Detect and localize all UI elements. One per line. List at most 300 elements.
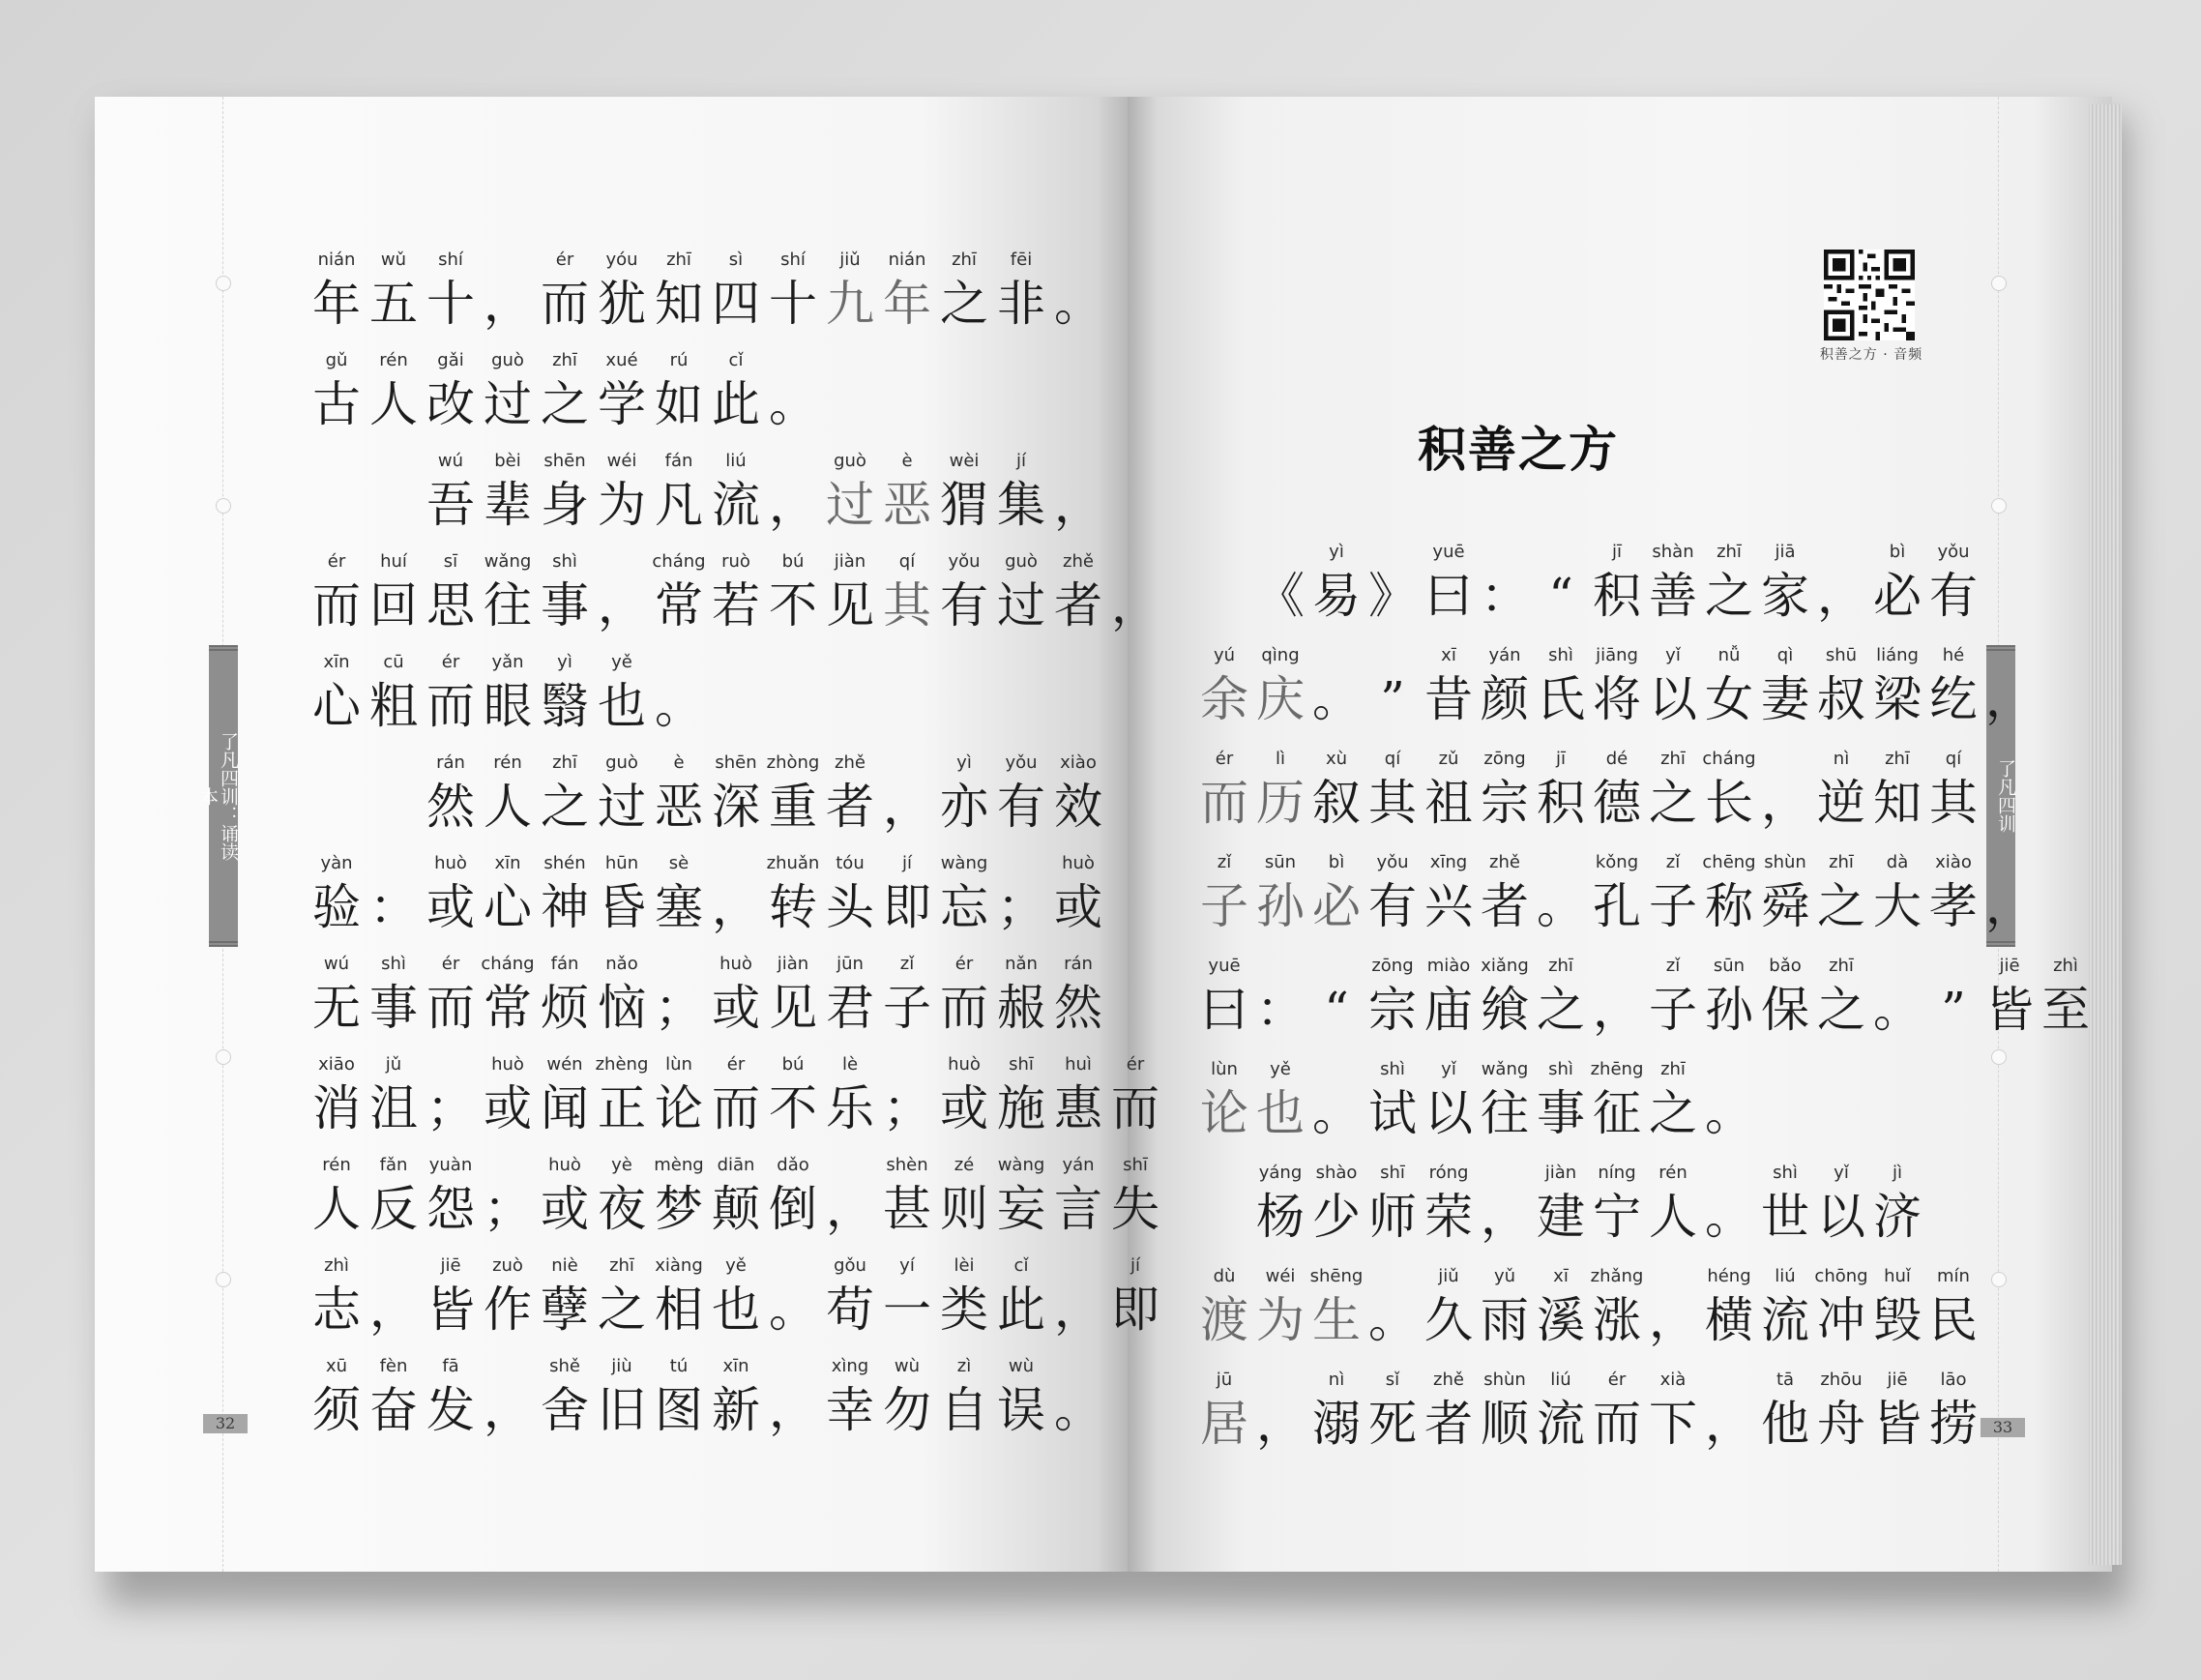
char-cell <box>1476 542 1534 634</box>
hanzi: 年 <box>312 276 361 332</box>
hanzi: 。 <box>1873 982 1922 1038</box>
hanzi: 非 <box>997 276 1045 332</box>
hanzi: ； <box>655 980 703 1036</box>
char-cell <box>707 350 765 443</box>
char-cell <box>1868 1163 1926 1255</box>
pinyin: shì <box>381 954 406 974</box>
hanzi: 无 <box>312 980 361 1036</box>
hanzi: 事 <box>369 980 418 1036</box>
pinyin: wàng <box>940 853 988 873</box>
pinyin: jiǔ <box>839 250 861 270</box>
binding-mark <box>1991 276 2007 291</box>
char-cell <box>707 1356 765 1449</box>
pinyin: fán <box>664 451 693 471</box>
hanzi: 而 <box>312 577 361 634</box>
hanzi: 消 <box>312 1080 361 1136</box>
hanzi: 宗 <box>1368 982 1417 1038</box>
page-edges <box>2089 104 2122 1565</box>
pinyin: zhě <box>1063 551 1094 572</box>
hanzi: 发 <box>426 1382 475 1438</box>
pinyin: wàng <box>997 1155 1045 1175</box>
binding-mark <box>216 276 231 291</box>
hanzi: 积 <box>1593 568 1641 624</box>
hanzi: 重 <box>769 779 817 835</box>
hanzi: 恶 <box>883 477 931 533</box>
hanzi: 或 <box>426 879 475 935</box>
hanzi: 试 <box>1368 1085 1417 1141</box>
pinyin: jí <box>901 853 912 873</box>
pinyin: shén <box>543 853 586 873</box>
char-cell <box>365 1054 423 1147</box>
pinyin: sè <box>668 853 690 873</box>
hanzi: 古 <box>312 376 361 432</box>
char-cell <box>1924 1266 1982 1359</box>
pinyin: qí <box>1945 749 1962 769</box>
pinyin: jū <box>1216 1370 1233 1390</box>
text-line <box>308 250 1220 342</box>
hanzi: 叙 <box>1312 775 1361 831</box>
hanzi: 而 <box>426 678 475 734</box>
binding-mark <box>216 498 231 514</box>
hanzi: 少 <box>1312 1189 1361 1245</box>
char-cell <box>821 752 879 845</box>
hanzi: 也 <box>712 1282 760 1338</box>
hanzi: ， <box>1481 1189 1529 1245</box>
hanzi: 庙 <box>1424 982 1473 1038</box>
text-line <box>308 1054 1220 1147</box>
pinyin: xī <box>1553 1266 1569 1286</box>
pinyin: huò <box>491 1054 524 1075</box>
pinyin: yǐ <box>1441 1059 1456 1079</box>
pinyin: zhī <box>1660 1059 1686 1079</box>
pinyin: yì <box>557 652 572 672</box>
hanzi: 杨 <box>1256 1189 1305 1245</box>
pinyin: zǐ <box>899 954 915 974</box>
text-line <box>308 1155 1220 1248</box>
char-cell <box>992 451 1050 544</box>
hanzi: 也 <box>598 678 646 734</box>
char-cell <box>1420 1163 1478 1255</box>
hanzi: 也 <box>1256 1085 1305 1141</box>
hanzi: ， <box>1054 477 1102 533</box>
hanzi: 吾 <box>426 477 475 533</box>
hanzi: 。 <box>1312 1085 1361 1141</box>
char-cell <box>764 350 822 443</box>
pinyin: shēn <box>715 752 757 773</box>
pinyin: nǚ <box>1717 645 1741 665</box>
hanzi: 余 <box>1200 671 1248 727</box>
hanzi: 或 <box>541 1181 589 1237</box>
hanzi: 颜 <box>1481 671 1529 727</box>
hanzi: 孝 <box>1929 878 1978 934</box>
hanzi: 身 <box>541 477 589 533</box>
pinyin: xiàng <box>655 1255 703 1276</box>
hanzi: 妻 <box>1761 671 1809 727</box>
pinyin: wèi <box>949 451 980 471</box>
hanzi: 积 <box>1537 775 1585 831</box>
pinyin: bǎo <box>1769 956 1802 976</box>
pinyin: ér <box>441 652 460 672</box>
pinyin: zhì <box>324 1255 349 1276</box>
hanzi: 飨 <box>1481 982 1529 1038</box>
hanzi: 四 <box>712 276 760 332</box>
pinyin: wù <box>1008 1356 1035 1376</box>
hanzi: 或 <box>484 1080 532 1136</box>
hanzi: 孽 <box>541 1282 589 1338</box>
hanzi: 往 <box>484 577 532 634</box>
hanzi: 则 <box>940 1181 988 1237</box>
hanzi: 子 <box>1200 878 1248 934</box>
char-cell <box>1049 551 1107 644</box>
left-page-number: 32 <box>203 1414 248 1433</box>
hanzi: 过 <box>997 577 1045 634</box>
pinyin: cháng <box>1702 749 1756 769</box>
hanzi: 甚 <box>883 1181 931 1237</box>
hanzi: 大 <box>1873 878 1922 934</box>
hanzi: 以 <box>1424 1085 1473 1141</box>
pinyin: jí <box>1015 451 1026 471</box>
pinyin: wǎng <box>484 551 532 572</box>
hanzi: 舟 <box>1817 1396 1865 1452</box>
hanzi: 。 <box>1705 1189 1753 1245</box>
pinyin: zǐ <box>1665 956 1681 976</box>
pinyin: lāo <box>1940 1370 1967 1390</box>
hanzi: ； <box>883 1080 931 1136</box>
char-cell <box>1049 451 1107 544</box>
pinyin: shēng <box>1309 1266 1364 1286</box>
hanzi: 图 <box>655 1382 703 1438</box>
hanzi: 叔 <box>1817 671 1865 727</box>
hanzi: 改 <box>426 376 475 432</box>
pinyin: shàn <box>1652 542 1694 562</box>
hanzi: 世 <box>1761 1189 1809 1245</box>
hanzi: 其 <box>1929 775 1978 831</box>
pinyin: sì <box>728 250 744 270</box>
char-cell <box>536 551 594 644</box>
pinyin: yán <box>1062 1155 1095 1175</box>
qr-code-icon[interactable] <box>1824 250 1915 340</box>
hanzi: 子 <box>1649 982 1697 1038</box>
pinyin: zhǎng <box>1590 1266 1644 1286</box>
hanzi: 皆 <box>1985 982 2034 1038</box>
pinyin: tú <box>669 1356 689 1376</box>
hanzi: 师 <box>1368 1189 1417 1245</box>
hanzi: 长 <box>1705 775 1753 831</box>
pinyin: yàn <box>320 853 353 873</box>
pinyin: cū <box>383 652 404 672</box>
char-cell <box>422 250 480 342</box>
text-line <box>1195 956 2093 1048</box>
qr-caption: 积善之方 · 音频 <box>1819 347 1923 363</box>
hanzi: 昔 <box>1424 671 1473 727</box>
hanzi: 不 <box>769 577 817 634</box>
hanzi: ， <box>484 1382 532 1438</box>
hanzi: 回 <box>369 577 418 634</box>
hanzi: 生 <box>1312 1292 1361 1348</box>
pinyin: rén <box>322 1155 351 1175</box>
hanzi: 正 <box>598 1080 646 1136</box>
pinyin: ér <box>555 250 574 270</box>
hanzi: 即 <box>883 879 931 935</box>
hanzi: 有 <box>1929 568 1978 624</box>
hanzi: 猬 <box>940 477 988 533</box>
text-line <box>308 451 1220 544</box>
pinyin: xiāo <box>318 1054 355 1075</box>
pinyin: shí <box>780 250 806 270</box>
hanzi: 幸 <box>826 1382 874 1438</box>
hanzi: 翳 <box>541 678 589 734</box>
pinyin: huì <box>1065 1054 1092 1075</box>
pinyin: rán <box>1064 954 1093 974</box>
text-line <box>308 350 1220 443</box>
hanzi: ” <box>1380 671 1405 727</box>
hanzi: ， <box>369 1282 418 1338</box>
pinyin: zōng <box>1371 956 1414 976</box>
char-cell <box>1644 1059 1702 1152</box>
hanzi: 反 <box>369 1181 418 1237</box>
hanzi: 《 <box>1256 568 1305 624</box>
hanzi: 孙 <box>1256 878 1305 934</box>
pinyin: gǒu <box>834 1255 866 1276</box>
left-side-tab <box>197 645 239 947</box>
pinyin: yǒu <box>948 551 981 572</box>
pinyin: wú <box>437 451 464 471</box>
hanzi: 善 <box>1649 568 1697 624</box>
hanzi: 亦 <box>940 779 988 835</box>
char-cell <box>1700 749 1758 841</box>
pinyin: yú <box>1213 645 1236 665</box>
hanzi: 然 <box>426 779 475 835</box>
pinyin: lèi <box>954 1255 975 1276</box>
hanzi: 即 <box>1111 1282 1159 1338</box>
pinyin: lè <box>841 1054 859 1075</box>
pinyin: huò <box>719 954 752 974</box>
hanzi: 而 <box>1111 1080 1159 1136</box>
hanzi: 恼 <box>598 980 646 1036</box>
hanzi: 作 <box>484 1282 532 1338</box>
hanzi: 梁 <box>1873 671 1922 727</box>
pinyin: wén <box>546 1054 583 1075</box>
pinyin: shī <box>1123 1155 1148 1175</box>
char-cell <box>308 1255 366 1348</box>
hanzi: 其 <box>883 577 931 634</box>
char-cell <box>308 853 366 946</box>
hanzi: 之 <box>1817 878 1865 934</box>
hanzi: 捞 <box>1929 1396 1978 1452</box>
pinyin: zhī <box>952 250 977 270</box>
hanzi: 集 <box>997 477 1045 533</box>
hanzi: ， <box>1111 577 1159 634</box>
pinyin: zhě <box>1433 1370 1464 1390</box>
hanzi: 头 <box>826 879 874 935</box>
hanzi: 类 <box>940 1282 988 1338</box>
pinyin: zōng <box>1483 749 1526 769</box>
hanzi: 心 <box>312 678 361 734</box>
text-line <box>308 954 1220 1046</box>
hanzi: 者 <box>826 779 874 835</box>
pinyin: zuò <box>492 1255 523 1276</box>
pinyin: shì <box>1548 645 1573 665</box>
hanzi: 梦 <box>655 1181 703 1237</box>
pinyin: zhòng <box>766 752 820 773</box>
pinyin: liú <box>725 451 747 471</box>
pinyin: zé <box>954 1155 975 1175</box>
text-line <box>308 752 1220 845</box>
pinyin: zhī <box>1829 956 1854 976</box>
hanzi: 而 <box>1593 1396 1641 1452</box>
hanzi: 事 <box>1537 1085 1585 1141</box>
hanzi: 论 <box>1200 1085 1248 1141</box>
hanzi: 舍 <box>541 1382 589 1438</box>
pinyin: shī <box>1009 1054 1034 1075</box>
hanzi: 济 <box>1873 1189 1922 1245</box>
pinyin: liú <box>1775 1266 1796 1286</box>
hanzi: 思 <box>426 577 475 634</box>
pinyin: yǐ <box>1834 1163 1849 1183</box>
hanzi: 此 <box>712 376 760 432</box>
hanzi: 之 <box>940 276 988 332</box>
hanzi: ， <box>712 879 760 935</box>
pinyin: fán <box>550 954 579 974</box>
pinyin: jiē <box>440 1255 461 1276</box>
char-cell <box>821 1054 879 1147</box>
pinyin: bú <box>781 1054 805 1075</box>
pinyin: xīn <box>323 652 350 672</box>
pinyin: lùn <box>1211 1059 1238 1079</box>
hanzi: 九 <box>826 276 874 332</box>
pinyin: jì <box>1892 1163 1902 1183</box>
pinyin: nǎo <box>605 954 638 974</box>
text-line <box>1195 542 2093 634</box>
hanzi: 皆 <box>426 1282 475 1338</box>
char-cell <box>1644 1163 1702 1255</box>
pinyin: yuē <box>1208 956 1241 976</box>
pinyin: shēn <box>543 451 586 471</box>
hanzi: 人 <box>1649 1189 1697 1245</box>
char-cell <box>1251 956 1309 1048</box>
hanzi: 舜 <box>1761 878 1809 934</box>
hanzi: 论 <box>655 1080 703 1136</box>
hanzi: 旧 <box>598 1382 646 1438</box>
hanzi: 沮 <box>369 1080 418 1136</box>
hanzi: 须 <box>312 1382 361 1438</box>
pinyin: ér <box>1126 1054 1145 1075</box>
hanzi: 曰 <box>1200 982 1248 1038</box>
pinyin: dé <box>1605 749 1629 769</box>
pinyin: tóu <box>836 853 865 873</box>
hanzi: 逆 <box>1817 775 1865 831</box>
pinyin: zhě <box>1489 852 1520 872</box>
pinyin: cǐ <box>728 350 744 370</box>
pinyin: zǐ <box>1217 852 1232 872</box>
hanzi: 见 <box>826 577 874 634</box>
hanzi: 流 <box>1761 1292 1809 1348</box>
hanzi: “ <box>1548 568 1573 624</box>
char-cell <box>422 1155 480 1248</box>
pinyin: guò <box>834 451 866 471</box>
pinyin: zhī <box>1548 956 1573 976</box>
pinyin: ér <box>327 551 346 572</box>
pinyin: jiàn <box>1544 1163 1577 1183</box>
hanzi: 以 <box>1817 1189 1865 1245</box>
hanzi: ， <box>1985 671 2034 727</box>
hanzi: 而 <box>712 1080 760 1136</box>
pinyin: qìng <box>1261 645 1300 665</box>
hanzi: 新 <box>712 1382 760 1438</box>
char-cell <box>1924 749 1982 841</box>
pinyin: zhě <box>835 752 866 773</box>
pinyin: è <box>901 451 913 471</box>
char-cell <box>1049 1356 1107 1449</box>
text-line <box>308 1255 1220 1348</box>
pinyin: dù <box>1213 1266 1236 1286</box>
hanzi: 子 <box>883 980 931 1036</box>
hanzi: ， <box>484 276 532 332</box>
pinyin: zhōu <box>1820 1370 1863 1390</box>
char-cell <box>1307 542 1365 634</box>
char-cell <box>1868 956 1926 1048</box>
text-line <box>308 1356 1220 1449</box>
char-cell <box>1812 956 1870 1048</box>
pinyin: huò <box>434 853 467 873</box>
hanzi: 易 <box>1312 568 1361 624</box>
pinyin: sūn <box>1264 852 1297 872</box>
char-cell <box>1307 1266 1365 1359</box>
hanzi: 如 <box>655 376 703 432</box>
hanzi: 学 <box>598 376 646 432</box>
text-line <box>1195 852 2093 945</box>
hanzi: 称 <box>1705 878 1753 934</box>
hanzi: 往 <box>1481 1085 1529 1141</box>
pinyin: guò <box>491 350 524 370</box>
hanzi: 必 <box>1312 878 1361 934</box>
pinyin: ér <box>1215 749 1234 769</box>
pinyin: lùn <box>665 1054 692 1075</box>
hanzi: 昏 <box>598 879 646 935</box>
hanzi: 然 <box>1054 980 1102 1036</box>
char-cell <box>707 451 765 544</box>
hanzi: 流 <box>712 477 760 533</box>
pinyin: xià <box>1659 1370 1687 1390</box>
pinyin: huò <box>1062 853 1095 873</box>
hanzi: 以 <box>1649 671 1697 727</box>
pinyin: jūn <box>836 954 864 974</box>
hanzi: 赧 <box>997 980 1045 1036</box>
hanzi: 塞 <box>655 879 703 935</box>
pinyin: shì <box>552 551 577 572</box>
text-line <box>1195 1163 2093 1255</box>
text-line <box>1195 1266 2093 1359</box>
hanzi: 祖 <box>1424 775 1473 831</box>
hanzi: 人 <box>312 1181 361 1237</box>
hanzi: 人 <box>369 376 418 432</box>
pinyin: ér <box>441 954 460 974</box>
pinyin: mín <box>1937 1266 1970 1286</box>
hanzi: 下 <box>1649 1396 1697 1452</box>
pinyin: xīn <box>494 853 521 873</box>
hanzi: 十 <box>769 276 817 332</box>
hanzi: 者 <box>1054 577 1102 634</box>
hanzi: 五 <box>369 276 418 332</box>
hanzi: ， <box>769 1382 817 1438</box>
hanzi: 之 <box>541 779 589 835</box>
left-tab-label: 了凡四训：诵读本 <box>197 731 239 861</box>
hanzi: 年 <box>883 276 931 332</box>
hanzi: 有 <box>940 577 988 634</box>
pinyin: guò <box>605 752 638 773</box>
char-cell <box>1924 645 1982 738</box>
hanzi: 荣 <box>1424 1189 1473 1245</box>
